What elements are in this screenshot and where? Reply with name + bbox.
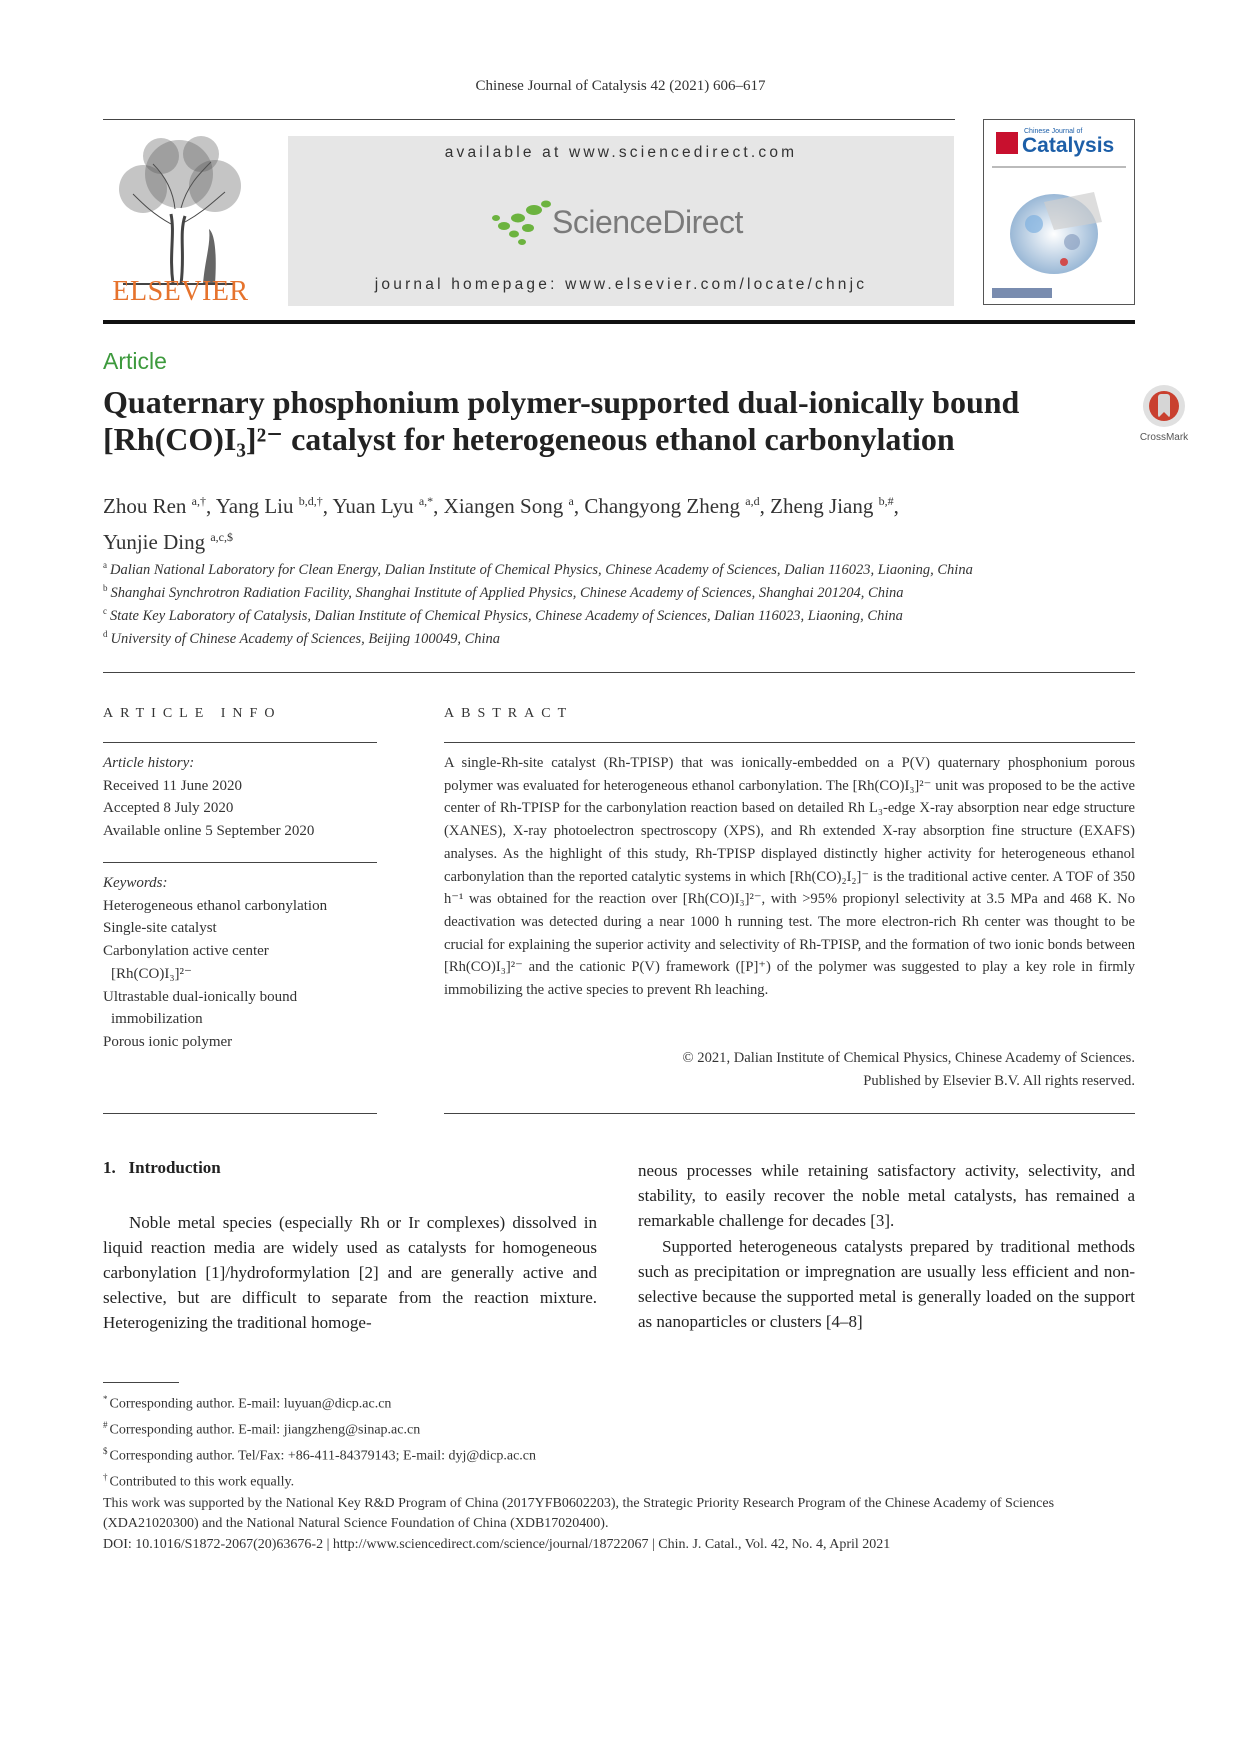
keyword: Heterogeneous ethanol carbonylation	[103, 897, 328, 914]
article-history	[103, 752, 377, 843]
sciencedirect-wordmark: ScienceDirect	[552, 204, 743, 240]
author[interactable]: Xiangen Song $^a$	[443, 494, 574, 518]
body-paragraph: Noble metal species (especially Rh or Ir complexes) dissolved in liquid reaction media are widely used as catalysts for homogeneous carbonylation [1]/hydroformylation [2] and are generally active and selective, but are difficult to separate from the reaction mixture. Heterogenizing the traditional homoge-	[103, 1213, 597, 1332]
history-label: Article history:	[103, 755, 195, 771]
footnotes	[103, 1389, 1135, 1555]
article-info-heading: ARTICLE INFO	[103, 706, 282, 721]
keywords-block	[103, 872, 377, 1054]
sciencedirect-leaf-icon	[490, 196, 554, 248]
article-type-label: Article	[103, 348, 167, 374]
affiliation-rule	[103, 672, 1135, 673]
sciencedirect-logo[interactable]	[490, 196, 760, 248]
footnote-funding: This work was supported by the National Key R&D Program of China (2017YFB0602203), the Strategic Priority Research Program of the Chinese Academy of Sciences (XDA21020300) and the National Natural Science Foundation of China (XDB17020400).	[103, 1495, 1055, 1532]
footnote-equal-contribution: † Contributed to this work equally.	[103, 1472, 295, 1491]
cover-divider	[992, 166, 1126, 168]
abstract-text: A single-Rh-site catalyst (Rh-TPISP) that was ionically-embedded on a P(V) quaternary phosphonium porous polymer was evaluated for heterogeneous ethanol carbonylation. The [Rh(CO)I₃]²⁻ unit was proposed to be the active center of Rh-TPISP for the carbonylation reaction based on detailed Rh L₃-edge X-ray absorption near edge structure (XANES), X-ray photoelectron spectroscopy (XPS), and Rh extended X-ray absorption fine structure (EXAFS) analyses. As the highlight of this study, Rh-TPISP displayed distinctly higher activity for heterogeneous ethanol carbonylation than the reported catalytic systems in which [Rh(CO)₂I₂]⁻ is the traditional active center. A TOF of 350 h⁻¹ was obtained for the reaction over [Rh(CO)I₃]²⁻, with >95% propionyl selectivity at 3.5 MPa and 468 K. No deactivation was detected during a near 1000 h running test. The more electron-rich Rh center was thought to be crucial for explaining the superior activity and selectivity of Rh-TPISP, and the formation of two ionic bonds between [Rh(CO)I₃]²⁻ and the cationic P(V) framework ([P]⁺) of the polymer was suggested to play a key role in firmly immobilizing the active species to prevent Rh leaching.	[444, 755, 1135, 999]
keyword: Single-site catalyst	[103, 920, 217, 937]
journal-cover-image[interactable]	[983, 119, 1135, 305]
keyword: [Rh(CO)I₃]²⁻	[111, 965, 192, 982]
article-info-rule	[103, 742, 377, 743]
footnote-corresponding: # Corresponding author. E-mail: jiangzheng@sinap.ac.cn	[103, 1420, 421, 1438]
cover-footer-bar	[992, 288, 1052, 298]
title-line-1: Quaternary phosphonium polymer-supported dual-ionically bound	[103, 384, 1020, 420]
footnote-corresponding: * Corresponding author. E-mail: luyuan@dicp.ac.cn	[103, 1394, 392, 1412]
author[interactable]: Changyong Zheng $^{a,d}$	[584, 494, 760, 518]
footnote-doi[interactable]: DOI: 10.1016/S1872-2067(20)63676-2 | http://www.sciencedirect.com/science/journal/18722067 | Chin. J. Catal., Vol. 42, No. 4, April 2021	[103, 1536, 891, 1552]
cover-subtitle: Chinese Journal of	[1024, 128, 1083, 135]
keyword: Porous ionic polymer	[103, 1033, 233, 1050]
header-thick-rule	[103, 320, 1135, 324]
author[interactable]: Yuan Lyu $^{a,*}$	[332, 494, 434, 518]
abstract-rule	[444, 742, 1135, 743]
copyright-notice: © 2021, Dalian Institute of Chemical Physics, Chinese Academy of Sciences. Published by Elsevier B.V. All rights reserved.	[682, 1050, 1135, 1089]
body-paragraph: neous processes while retaining satisfactory activity, selectivity, and stability, to easily recover the noble metal catalysts, has remained a remarkable challenge for decades [3].	[638, 1161, 1135, 1230]
abstract-heading: ABSTRACT	[444, 706, 574, 721]
cover-title: Catalysis	[1022, 134, 1115, 157]
available-at-text[interactable]: available at www.sciencedirect.com	[444, 144, 798, 161]
affiliation: $^a$ Dalian National Laboratory for Clean Energy, Dalian Institute of Chemical Physics, Chinese Academy of Sciences, Dalian 116023, Liaoning, China	[103, 560, 973, 578]
journal-citation: Chinese Journal of Catalysis 42 (2021) 606–617	[475, 78, 766, 94]
body-paragraph: Supported heterogeneous catalysts prepared by traditional methods such as precipitation or impregnation are usually less efficient and non-selective because the supported metal is generally loaded on the support as nanoparticles or clusters [4–8]	[638, 1237, 1135, 1331]
keywords-rule	[103, 1113, 377, 1114]
accepted-date: Accepted 8 July 2020	[103, 800, 234, 817]
author[interactable]: Yunjie Ding $^{a,c,\$}$	[103, 530, 233, 554]
affiliation: $^c$ State Key Laboratory of Catalysis, Dalian Institute of Chemical Physics, Chinese Academy of Sciences, Dalian 116023, Liaoning, China	[103, 606, 903, 624]
keywords-label: Keywords:	[103, 875, 168, 891]
section-heading: 1. Introduction	[103, 1158, 221, 1177]
abstract-bottom-rule	[444, 1113, 1135, 1114]
footnote-rule	[103, 1382, 179, 1383]
footnote-corresponding: $ Corresponding author. Tel/Fax: +86-411-84379143; E-mail: dyj@dicp.ac.cn	[103, 1446, 537, 1464]
keyword: immobilization	[111, 1011, 203, 1028]
cover-emblem-icon	[996, 132, 1018, 154]
title-line-2: [Rh(CO)I₃]²⁻ catalyst for heterogeneous ethanol carbonylation	[103, 421, 955, 457]
crossmark-label: CrossMark	[1139, 432, 1189, 443]
cover-artwork	[984, 172, 1134, 292]
received-date: Received 11 June 2020	[103, 777, 242, 794]
article-title	[103, 384, 1143, 458]
history-rule	[103, 862, 377, 863]
elsevier-wordmark[interactable]: ELSEVIER	[112, 276, 249, 307]
journal-homepage-text[interactable]: journal homepage: www.elsevier.com/locate/chnjc	[374, 276, 868, 293]
online-date: Available online 5 September 2020	[103, 823, 315, 840]
header-rule	[103, 119, 955, 120]
affiliation: $^d$ University of Chinese Academy of Sciences, Beijing 100049, China	[103, 629, 501, 647]
affiliation: $^b$ Shanghai Synchrotron Radiation Facility, Shanghai Institute of Applied Physics, Chinese Academy of Sciences, Shanghai 201204, China	[103, 583, 904, 601]
author[interactable]: Zheng Jiang $^{b,\#}$	[770, 494, 894, 518]
author-list: Zhou Ren $^{a,\dagger}$, Yang Liu $^{b,d,\dagger}$, Yuan Lyu $^{a,*}$, Xiangen Song $^a$, Changyong Zheng $^{a,d}$, Zheng Jiang $^{b,\#}$, Yunjie Ding $^{a,c,\$}$	[103, 494, 899, 554]
author[interactable]: Zhou Ren $^{a,\dagger}$	[103, 494, 206, 518]
author[interactable]: Yang Liu $^{b,d,\dagger}$	[215, 494, 323, 518]
keyword: Ultrastable dual-ionically bound	[103, 988, 298, 1005]
keyword: Carbonylation active center	[103, 943, 269, 960]
